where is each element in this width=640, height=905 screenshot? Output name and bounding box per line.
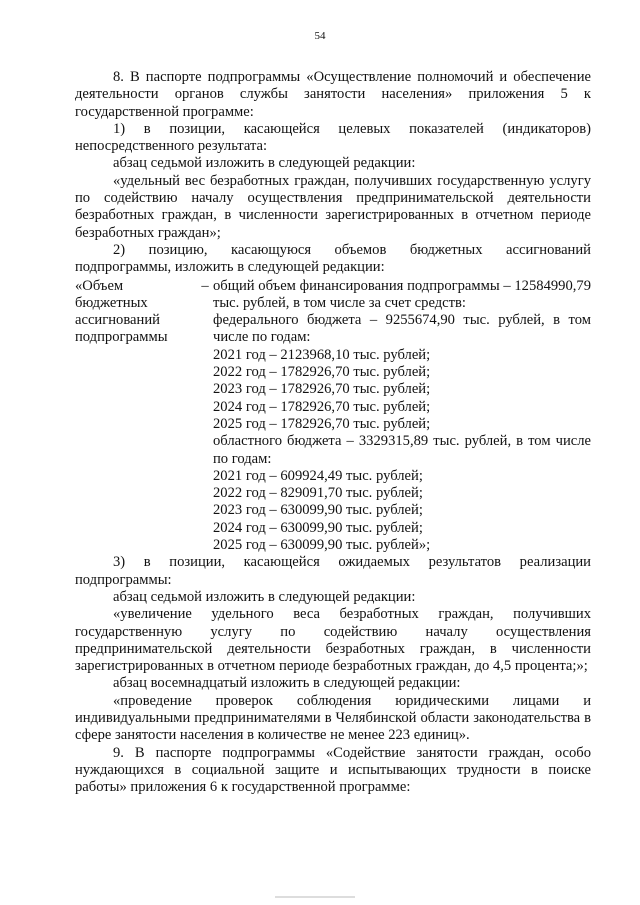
budget-federal: федерального бюджета – 9255674,90 тыс. рублей, в том числе по годам: <box>213 312 591 346</box>
budget-table-label <box>75 278 197 555</box>
budget-year-line: 2025 год – 630099,90 тыс. рублей»; <box>213 537 431 554</box>
paragraph-quote: «удельный вес безработных граждан, получивших государственную услугу по содействию началу осуществления предпринимательской деятельности безработных граждан, в численности зарегистрированных в отчетном периоде безработных граждан»; <box>75 172 591 241</box>
paragraph-instruction: абзац восемнадцатый изложить в следующей редакции: <box>113 675 461 692</box>
paragraph-quote: «увеличение удельного веса безработных граждан, получивших государственную услугу по содействию началу осуществления предпринимательской деятельности безработных граждан, в численности зарегистрированных в отчетном периоде безработных граждан, до 4,5 процента;»; <box>75 606 591 675</box>
paragraph-budget-position: 2) позицию, касающуюся объемов бюджетных ассигнований подпрограммы, изложить в следующей редакции: <box>75 241 591 276</box>
budget-regional: областного бюджета – 3329315,89 тыс. рублей, в том числе по годам: <box>213 433 591 467</box>
paragraph-instruction: абзац седьмой изложить в следующей редакции: <box>113 588 416 605</box>
budget-table-dash: – <box>201 277 209 294</box>
budget-year-line: 2023 год – 1782926,70 тыс. рублей; <box>213 381 431 398</box>
budget-label-line: бюджетных <box>75 294 148 311</box>
scan-artifact <box>275 896 355 898</box>
budget-year-line: 2022 год – 829091,70 тыс. рублей; <box>213 485 423 502</box>
page-number: 54 <box>314 30 326 42</box>
budget-table-values <box>213 278 591 555</box>
budget-year-line: 2021 год – 609924,49 тыс. рублей; <box>213 467 423 484</box>
paragraph-item-8: 8. В паспорте подпрограммы «Осуществление полномочий и обеспечение деятельности органов службы занятости населения» приложения 5 к государственной программе: <box>75 69 591 120</box>
budget-total: общий объем финансирования подпрограммы – 12584990,79 тыс. рублей, в том числе за счет средств: <box>213 277 591 311</box>
budget-year-line: 2025 год – 1782926,70 тыс. рублей; <box>213 415 431 432</box>
paragraph-item-9: 9. В паспорте подпрограммы «Содействие занятости граждан, особо нуждающихся в социальной защите и испытывающих трудности в поиске работы» приложения 6 к государственной программе: <box>75 744 591 796</box>
budget-label-line: подпрограммы <box>75 329 168 346</box>
document-body <box>75 69 591 796</box>
paragraph-instruction: абзац седьмой изложить в следующей редакции: <box>113 155 416 172</box>
paragraph-quote: «проведение проверок соблюдения юридическими лицами и индивидуальными предпринимателями в Челябинской области законодательства в сфере занятости населения в количестве не менее 223 единиц». <box>75 692 591 744</box>
budget-year-line: 2023 год – 630099,90 тыс. рублей; <box>213 502 423 519</box>
budget-table <box>75 278 591 555</box>
paragraph-targets: 1) в позиции, касающейся целевых показателей (индикаторов) непосредственного результата: <box>75 120 591 155</box>
budget-year-line: 2024 год – 1782926,70 тыс. рублей; <box>213 398 431 415</box>
budget-year-line: 2024 год – 630099,90 тыс. рублей; <box>213 519 423 536</box>
budget-label-line: ассигнований <box>75 312 160 329</box>
budget-year-line: 2022 год – 1782926,70 тыс. рублей; <box>213 364 431 381</box>
budget-year-line: 2021 год – 2123968,10 тыс. рублей; <box>213 346 431 363</box>
budget-label-line: «Объем <box>75 277 124 294</box>
paragraph-results-position: 3) в позиции, касающейся ожидаемых результатов реализации подпрограммы: <box>75 554 591 588</box>
